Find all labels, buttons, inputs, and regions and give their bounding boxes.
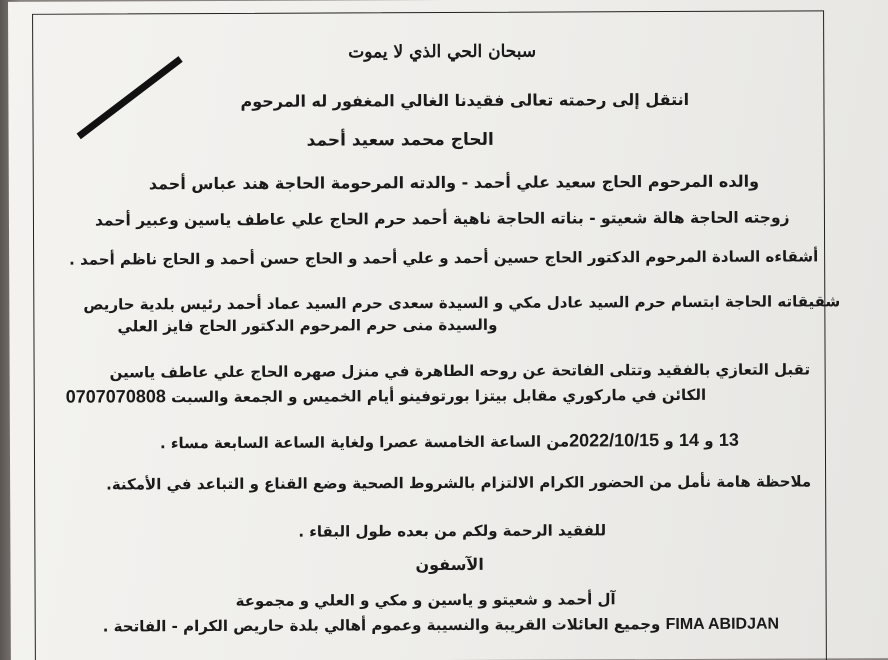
- phone-number: 0707070808: [65, 386, 166, 407]
- mourners-title: الآسفون: [415, 554, 484, 575]
- condolence-line-1: تقبل التعازي بالفقيد وتتلى الفاتحة عن روحه الطاهرة في منزل صهره الحاج علي عاطف ياسين: [109, 360, 811, 382]
- obituary-paper: [8, 0, 888, 660]
- sisters-line-1: شقيقاته الحاجة ابتسام حرم السيد عادل مكي و السيدة سعدى حرم السيد عماد أحمد رئيس بلدية حاريص: [83, 292, 841, 314]
- heading: سبحان الحي الذي لا يموت: [348, 41, 537, 63]
- date-conjunction-1: و: [704, 431, 714, 450]
- parents-line: والده المرحوم الحاج سعيد علي أحمد - والدته المرحومة الحاجة هند عباس أحمد: [148, 171, 760, 194]
- date-day-1: 13: [718, 429, 739, 450]
- health-note: ملاحظة هامة نأمل من الحضور الكرام الالتزام بالشروط الصحية وضع القناع و التباعد في الأمكنة.: [106, 472, 812, 494]
- condolence-line-2: [66, 385, 706, 406]
- families-line: آل أحمد و شعيتو و ياسين و مكي و العلي و مجموعة: [235, 590, 616, 610]
- wife-daughters-line: زوجته الحاجة هالة شعيتو - بناته الحاجة ناهية أحمد حرم الحاج علي عاطف ياسين وعبير أحمد: [94, 208, 790, 230]
- brothers-line: أشقاءه السادة المرحوم الدكتور الحاج حسين أحمد و علي أحمد و الحاج حسن أحمد و الحاج ناظم أحمد .: [69, 247, 819, 269]
- closing-line: للفقيد الرحمة ولكم من بعده طول البقاء .: [298, 521, 607, 541]
- time-range: من الساعة الخامسة عصرا ولغاية الساعة السابعة مساء .: [159, 432, 570, 453]
- dates-line: [160, 431, 739, 452]
- condolence-address: الكائن في ماركوري مقابل بيتزا بورتوفينو أيام الخميس و الجمعة والسبت: [171, 385, 707, 407]
- announcement-line: انتقل إلى رحمته تعالى فقيدنا الغالي المغفور له المرحوم: [240, 89, 690, 111]
- deceased-name: الحاج محمد سعيد أحمد: [306, 129, 494, 151]
- date-conjunction-2: و: [664, 432, 674, 451]
- families-line-2: [103, 617, 779, 636]
- date-full: 2022/10/15: [569, 430, 660, 451]
- group-name: FIMA ABIDJAN: [665, 615, 780, 634]
- families-rest: وجميع العائلات القريبة والنسيبة وعموم أهالي بلدة حاريص الكرام - الفاتحة .: [102, 615, 661, 636]
- sisters-line-2: والسيدة منى حرم المرحوم الدكتور الحاج فايز العلي: [117, 315, 498, 336]
- date-day-2: 14: [678, 429, 700, 450]
